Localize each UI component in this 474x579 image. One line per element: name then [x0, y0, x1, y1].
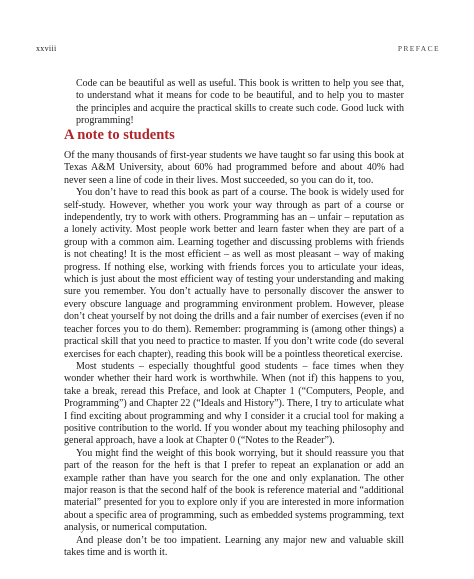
- paragraph: You don’t have to read this book as part of a course. The book is widely used for self-study. However, whether you work your way through as part of a course or independently, try to work with others. Programming has an – unfair – reputation as a lonely activity. Most people work better and learn faster when they are part of a group with a common aim. Learning together and discussing problems with friends is not cheating! It is the most efficient – as well as most pleasant – way of making progress. If nothing else, working with friends forces you to articulate your ideas, which is just about the most efficient way of testing your understanding and making sure you remember. You don’t actually have to personally discover the answer to every obscure language and programming environment problem. However, please don’t cheat yourself by not doing the drills and a fair number of exercises (even if no teacher forces you to do them). Remember: programming is (among other things) a practical skill that you need to practice to master. If you don’t write code (do several exercises for each chapter), reading this book will be a pointless theoretical exercise.: [64, 187, 404, 360]
- main-text: [64, 150, 404, 559]
- section-label: PREFACE: [397, 44, 440, 53]
- page-number: xxviii: [36, 44, 57, 53]
- paragraph: And please don’t be too impatient. Learning any major new and valuable skill takes time and is worth it.: [64, 534, 404, 558]
- section-heading: A note to students: [64, 127, 175, 143]
- running-head: [36, 44, 440, 56]
- intro-block: [76, 78, 404, 128]
- paragraph: You might find the weight of this book worrying, but it should reassure you that part of the reason for the heft is that I prefer to repeat an explanation or add an example rather than have you search for the one and only explanation. The other major reason is that the second half of the book is reference material and “additional material” presented for you to explore only if you are interested in more information about a specific area of programming, such as embedded systems programming, text analysis, or numerical computation.: [64, 447, 404, 534]
- paragraph: Most students – especially thoughtful good students – face times when they wonder whether their hard work is worthwhile. When (not if) this happens to you, take a break, reread this Preface, and look at Chapter 1 (“Computers, People, and Programming”) and Chapter 22 (“Ideals and History”). There, I try to articulate what I find exciting about programming and why I consider it a crucial tool for making a positive contribution to the world. If you wonder about my teaching philosophy and general approach, have a look at Chapter 0 (“Notes to the Reader”).: [64, 360, 404, 447]
- intro-paragraph: Code can be beautiful as well as useful. This book is written to help you see that, to understand what it means for code to be beautiful, and to help you to master the principles and acquire the practical skills to create such code. Good luck with programming!: [76, 78, 404, 127]
- paragraph: Of the many thousands of first-year students we have taught so far using this book at Texas A&M University, about 60% had programmed before and about 40% had never seen a line of code in their lives. Most succeeded, so you can do it, too.: [64, 150, 404, 186]
